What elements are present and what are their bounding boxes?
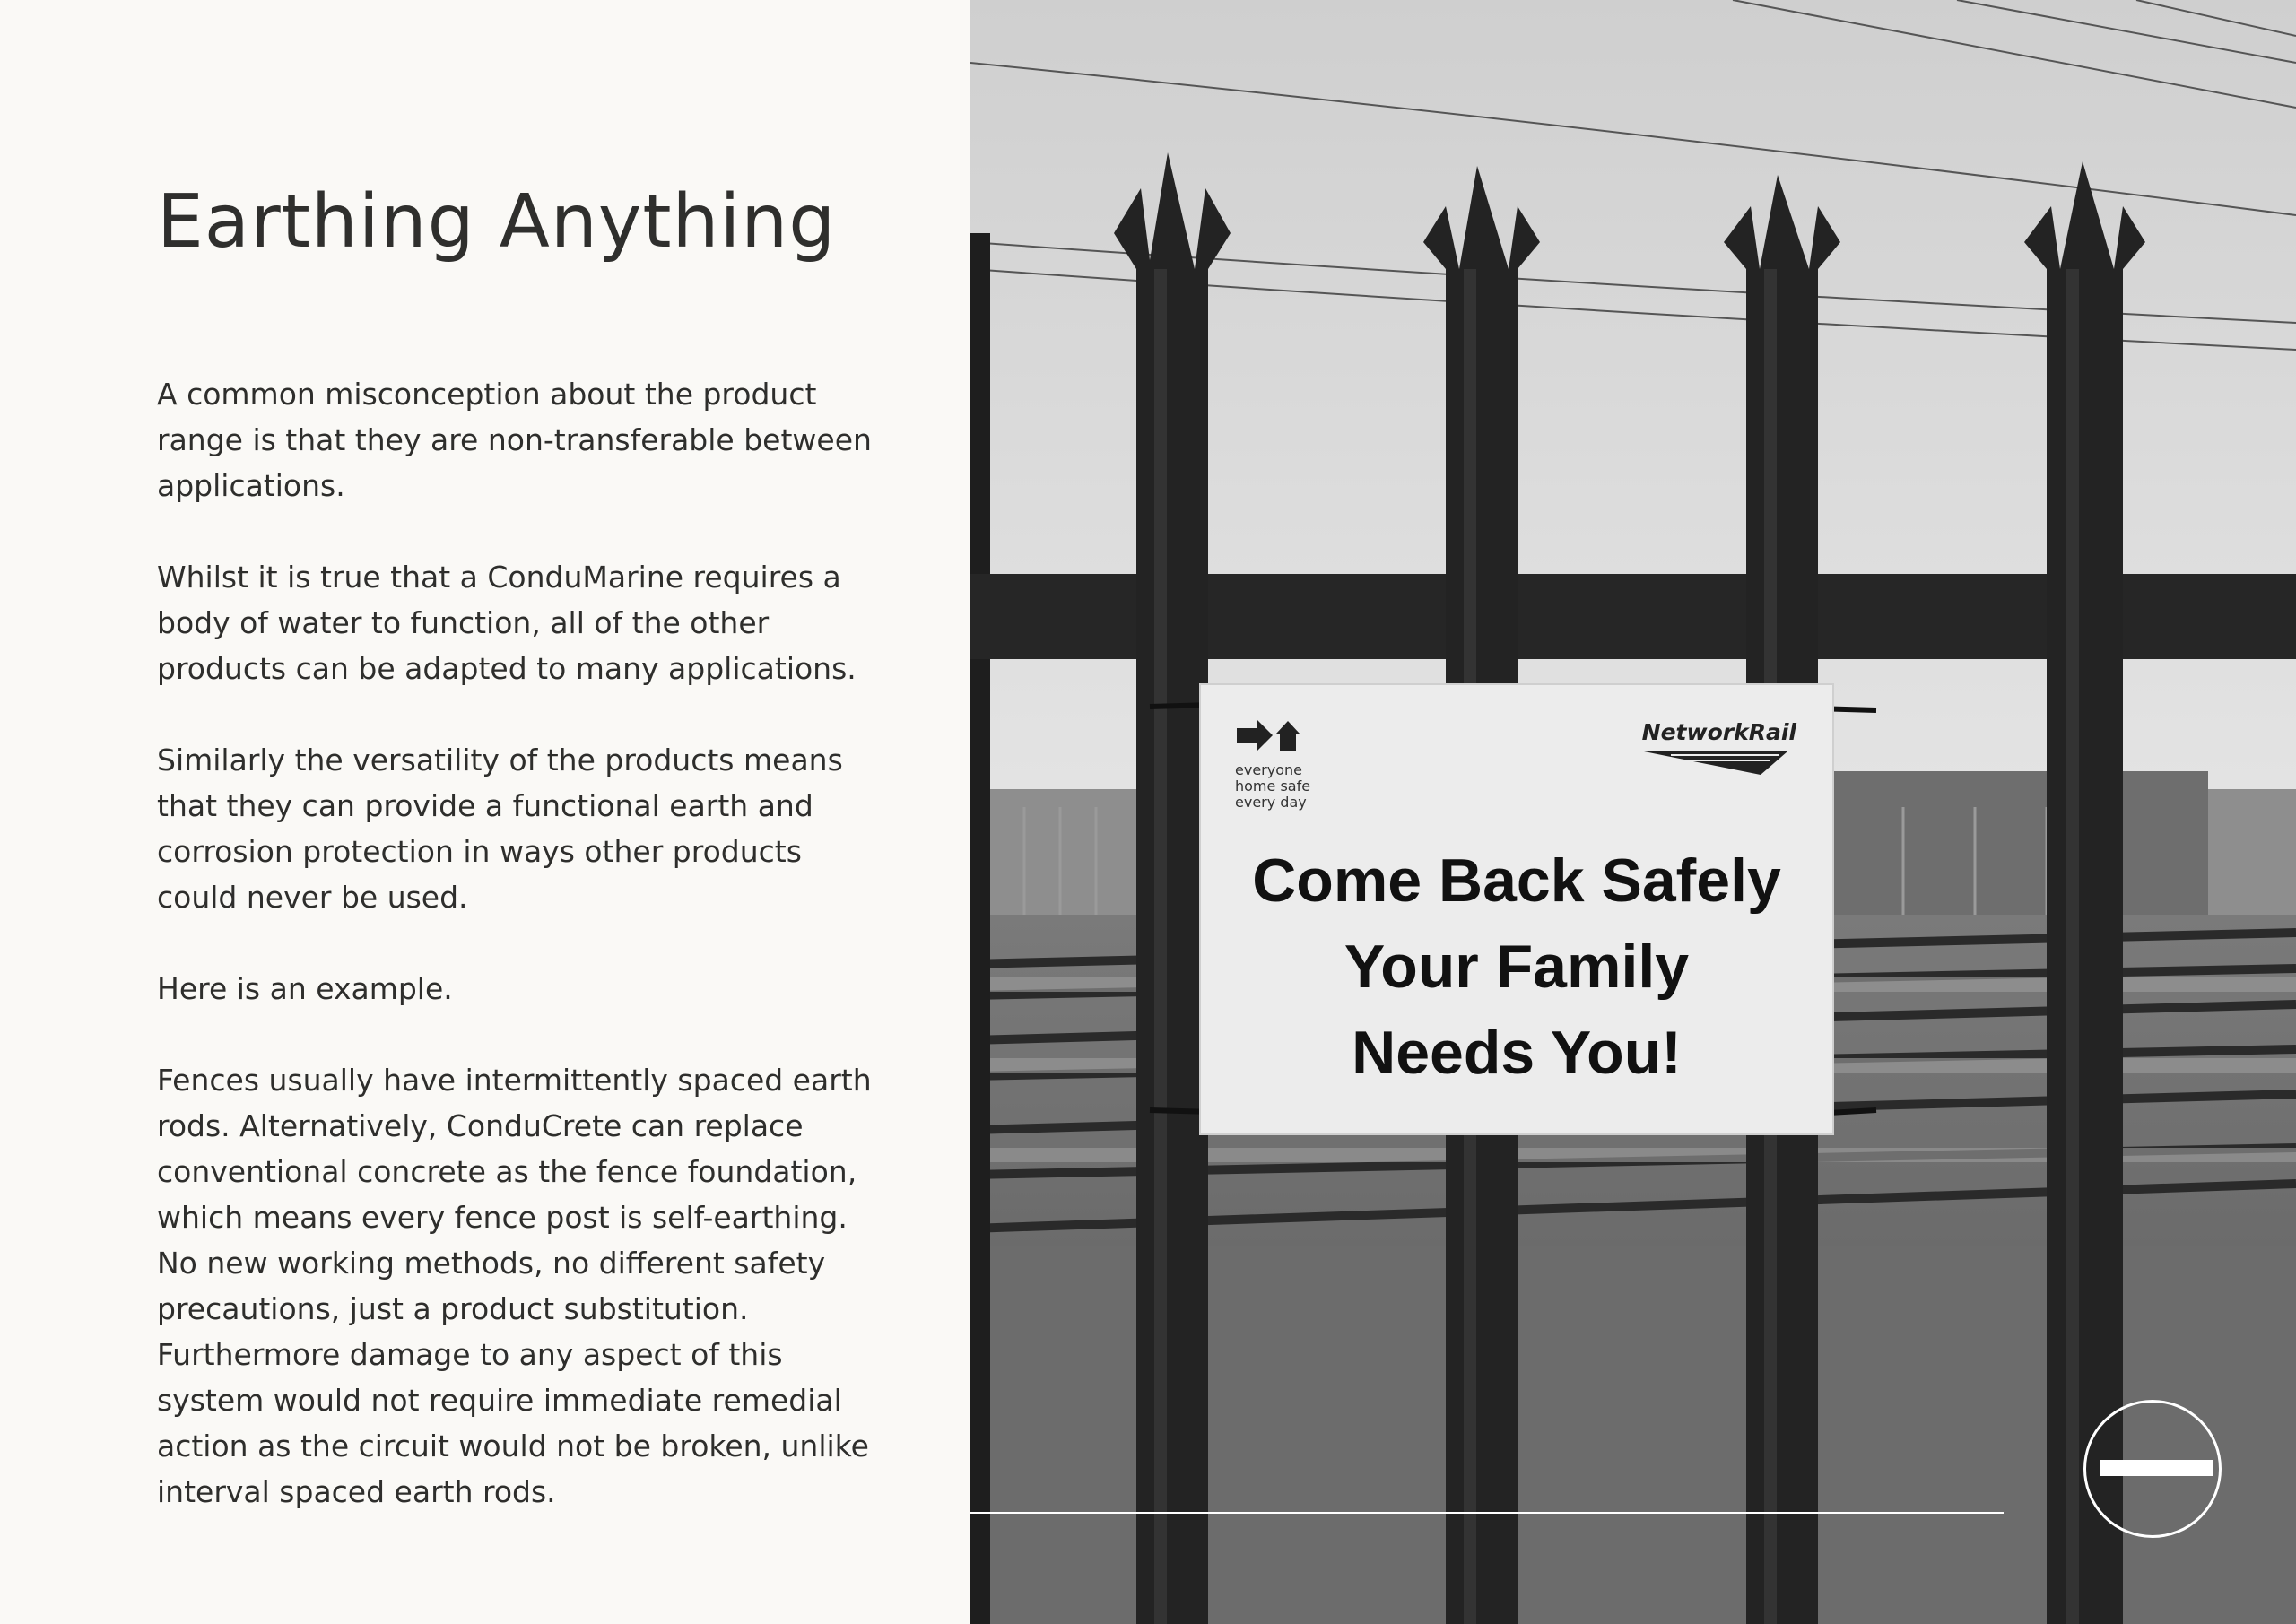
fence-photo	[970, 0, 2296, 1624]
paragraph: Similarly the versatility of the products means that they can provide a functional earth and corrosion protection in ways other products could never be used.	[157, 743, 843, 915]
minimize-button[interactable]	[2083, 1400, 2222, 1538]
minimize-icon	[2100, 1460, 2213, 1476]
page-title: Earthing Anything	[157, 179, 837, 265]
safety-sign	[1199, 683, 1834, 1135]
sign-message-line: Come Back Safely	[1252, 847, 1781, 915]
text-panel	[0, 0, 970, 1624]
home-arrow-icon	[1237, 716, 1300, 755]
paragraph: Here is an example.	[157, 971, 453, 1006]
network-rail-swoosh-icon	[1635, 748, 1796, 777]
paragraph: A common misconception about the product range is that they are non-transferable between applications.	[157, 377, 872, 503]
paragraph: Fences usually have intermittently spaced earth rods. Alternatively, ConduCrete can replace conventional concrete as the fence foundation, which means every fence post is self-earthing. No new working methods, no different safety precautions, just a product substitution. Furthermore damage to any aspect of this system would not require immediate remedial action as the circuit would not be broken, unlike interval spaced earth rods.	[157, 1063, 872, 1509]
sign-message	[1201, 838, 1832, 1096]
body-text	[157, 371, 874, 1515]
sign-message-line: Your Family	[1344, 933, 1690, 1001]
sign-tagline	[1235, 762, 1343, 811]
divider-line	[970, 1512, 2004, 1514]
paragraph: Whilst it is true that a ConduMarine requires a body of water to function, all of the other products can be adapted to many applications.	[157, 560, 857, 686]
network-rail-logo: NetworkRail	[1641, 719, 1796, 745]
sign-message-line: Needs You!	[1352, 1019, 1682, 1087]
sign-tagline-line: home safe	[1235, 777, 1311, 795]
sign-tagline-line: everyone	[1235, 761, 1302, 778]
sign-tagline-line: every day	[1235, 794, 1307, 811]
